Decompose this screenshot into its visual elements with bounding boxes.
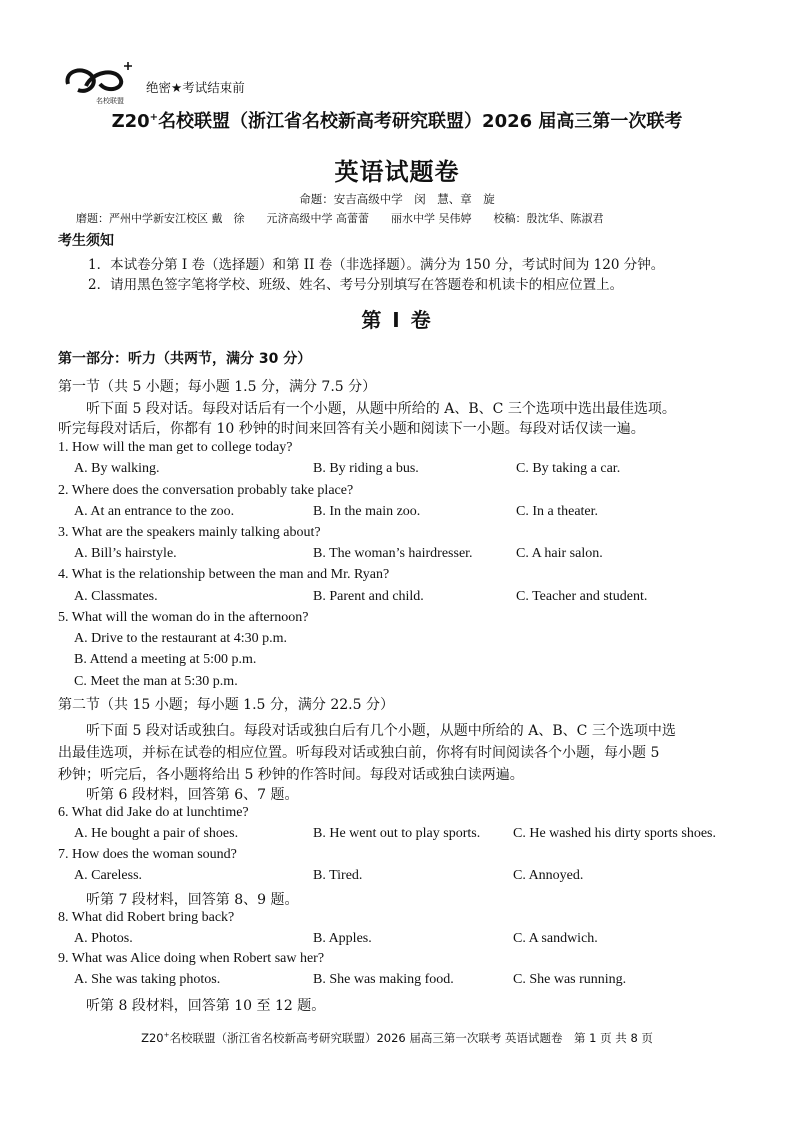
q1-option-a: A. By walking. — [74, 461, 160, 476]
q6-option-a: A. He bought a pair of shoes. — [74, 826, 239, 841]
material-intro-7: 听第 7 段材料，回答第 8、9 题。 — [86, 892, 299, 908]
section-one-heading: 第一节（共 5 小题；每小题 1.5 分，满分 7.5 分） — [58, 379, 377, 395]
footer-prefix: Z20 — [141, 1031, 164, 1045]
q1-option-b: B. By riding a bus. — [313, 461, 419, 476]
confidential-label: 绝密★考试结束前 — [146, 80, 245, 95]
q3-option-c: C. A hair salon. — [516, 546, 603, 561]
q2-option-b: B. In the main zoo. — [313, 504, 421, 519]
exam-title-rest: 名校联盟（浙江省名校新高考研究联盟）2026 届高三第一次联考 — [158, 111, 683, 132]
q4-option-a: A. Classmates. — [74, 589, 158, 604]
page-footer — [0, 1030, 794, 1046]
q3-option-b: B. The woman’s hairdresser. — [313, 546, 473, 561]
q1-option-c: C. By taking a car. — [516, 461, 621, 476]
question-1: 1. How will the man get to college today? — [58, 440, 293, 455]
q2-option-a: A. At an entrance to the zoo. — [74, 504, 235, 519]
q7-option-c: C. Annoyed. — [513, 868, 584, 883]
question-2: 2. Where does the conversation probably take place? — [58, 483, 354, 498]
question-9: 9. What was Alice doing when Robert saw her? — [58, 951, 325, 966]
q8-option-a: A. Photos. — [74, 931, 133, 946]
q6-option-c: C. He washed his dirty sports shoes. — [513, 826, 716, 841]
section-two-instruction: 听下面 5 段对话或独白。每段对话或独白后有几个小题，从题中所给的 A、B、C 三个选项中选 — [86, 723, 676, 739]
section-two-heading: 第二节（共 15 小题；每小题 1.5 分，满分 22.5 分） — [58, 697, 394, 713]
material-intro-6: 听第 6 段材料，回答第 6、7 题。 — [86, 787, 299, 803]
question-4: 4. What is the relationship between the man and Mr. Ryan? — [58, 567, 390, 582]
setters-line: 命题：安吉高级中学 闵 慧、章 旋 — [299, 192, 495, 206]
section-two-instruction: 出最佳选项，并标在试卷的相应位置。听每段对话或独白前，你将有时间阅读各个小题，每小题 5 — [58, 745, 660, 761]
question-6: 6. What did Jake do at lunchtime? — [58, 805, 249, 820]
footer-sup: + — [163, 1031, 170, 1040]
q5-option-a: A. Drive to the restaurant at 4:30 p.m. — [74, 631, 288, 646]
q8-option-c: C. A sandwich. — [513, 931, 598, 946]
question-8: 8. What did Robert bring back? — [58, 910, 235, 925]
reviewers-line: 磨题：严州中学新安江校区 戴 徐 元济高级中学 高蕾蕾 丽水中学 吴伟婷 校稿：殷沈华、陈淑君 — [76, 212, 604, 225]
logo-text: 名校联盟 — [96, 97, 124, 105]
part-one-heading: 第一部分：听力（共两节，满分 30 分） — [58, 351, 312, 367]
notes-heading: 考生须知 — [58, 233, 114, 249]
q4-option-b: B. Parent and child. — [313, 589, 424, 604]
part-title: 第 I 卷 — [361, 308, 433, 332]
section-two-instruction: 秒钟；听完后，各小题将给出 5 秒钟的作答时间。每段对话或独白读两遍。 — [58, 767, 524, 783]
q3-option-a: A. Bill’s hairstyle. — [74, 546, 177, 561]
q9-option-b: B. She was making food. — [313, 972, 454, 987]
material-intro-8: 听第 8 段材料，回答第 10 至 12 题。 — [86, 998, 326, 1014]
q4-option-c: C. Teacher and student. — [516, 589, 648, 604]
paper-title: 英语试题卷 — [334, 158, 460, 186]
q8-option-b: B. Apples. — [313, 931, 372, 946]
q9-option-a: A. She was taking photos. — [74, 972, 221, 987]
section-one-instruction: 听完每段对话后，你都有 10 秒钟的时间来回答有关小题和阅读下一小题。每段对话仅读一遍。 — [58, 421, 645, 437]
exam-title-sup: + — [149, 112, 159, 123]
footer-text: 名校联盟（浙江省名校新高考研究联盟）2026 届高三第一次联考 英语试题卷 第 1 页 共 8 页 — [169, 1031, 653, 1045]
alliance-logo — [62, 60, 140, 106]
note-item: 1．本试卷分第 I 卷（选择题）和第 II 卷（非选择题）。满分为 150 分，考试时间为 120 分钟。 — [88, 257, 665, 273]
exam-title — [0, 107, 794, 133]
q5-option-c: C. Meet the man at 5:30 p.m. — [74, 674, 238, 689]
q5-option-b: B. Attend a meeting at 5:00 p.m. — [74, 652, 257, 667]
q7-option-b: B. Tired. — [313, 868, 363, 883]
q9-option-c: C. She was running. — [513, 972, 627, 987]
exam-title-prefix: Z20 — [111, 111, 150, 132]
q7-option-a: A. Careless. — [74, 868, 143, 883]
note-item: 2．请用黑色签字笔将学校、班级、姓名、考号分别填写在答题卷和机读卡的相应位置上。 — [88, 277, 624, 293]
question-3: 3. What are the speakers mainly talking about? — [58, 525, 321, 540]
q2-option-c: C. In a theater. — [516, 504, 599, 519]
question-7: 7. How does the woman sound? — [58, 847, 237, 862]
question-5: 5. What will the woman do in the afternoon? — [58, 610, 309, 625]
q6-option-b: B. He went out to play sports. — [313, 826, 481, 841]
section-one-instruction: 听下面 5 段对话。每段对话后有一个小题，从题中所给的 A、B、C 三个选项中选出最佳选项。 — [86, 401, 676, 417]
